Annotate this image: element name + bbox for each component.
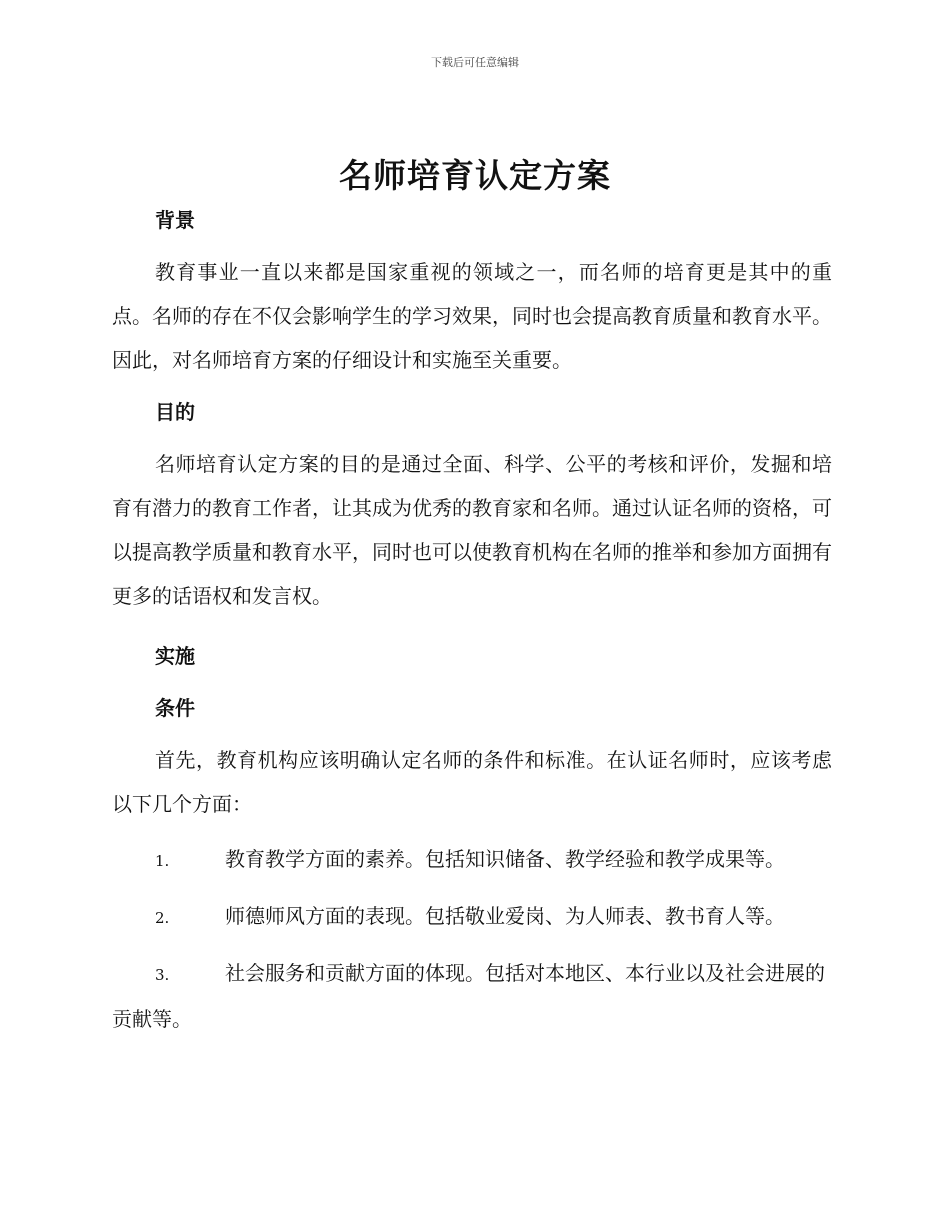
heading-conditions: 条件 — [155, 696, 195, 720]
list-text: 教育教学方面的素养。包括知识储备、教学经验和教学成果等。 — [225, 847, 785, 871]
list-text: 社会服务和贡献方面的体现。包括对本地区、本行业以及社会进展的贡献等。 — [112, 961, 825, 1031]
list-item — [112, 951, 832, 1041]
paragraph-conditions: 首先，教育机构应该明确认定名师的条件和标准。在认证名师时，应该考虑以下几个方面： — [112, 748, 832, 816]
header-note: 下载后可任意编辑 — [431, 56, 519, 69]
list-number: 3. — [155, 966, 170, 984]
heading-purpose: 目的 — [155, 400, 195, 424]
heading-implementation: 实施 — [155, 644, 195, 668]
paragraph-purpose: 名师培育认定方案的目的是通过全面、科学、公平的考核和评价，发掘和培育有潜力的教育工作者，让其成为优秀的教育家和名师。通过认证名师的资格，可以提高教学质量和教育水平，同时也可以使教育机构在名师的推举和参加方面拥有更多的话语权和发言权。 — [112, 452, 832, 608]
list-item — [112, 837, 832, 883]
paragraph-background: 教育事业一直以来都是国家重视的领域之一，而名师的培育更是其中的重点。名师的存在不仅会影响学生的学习效果，同时也会提高教育质量和教育水平。因此，对名师培育方案的仔细设计和实施至关重要。 — [112, 260, 832, 372]
list-number: 2. — [155, 909, 170, 927]
list-item — [112, 894, 832, 940]
list-number: 1. — [155, 852, 170, 870]
document-body — [112, 202, 832, 1041]
heading-background: 背景 — [155, 208, 195, 232]
list-text: 师德师风方面的表现。包括敬业爱岗、为人师表、教书育人等。 — [225, 904, 785, 928]
document-title: 名师培育认定方案 — [339, 156, 611, 195]
